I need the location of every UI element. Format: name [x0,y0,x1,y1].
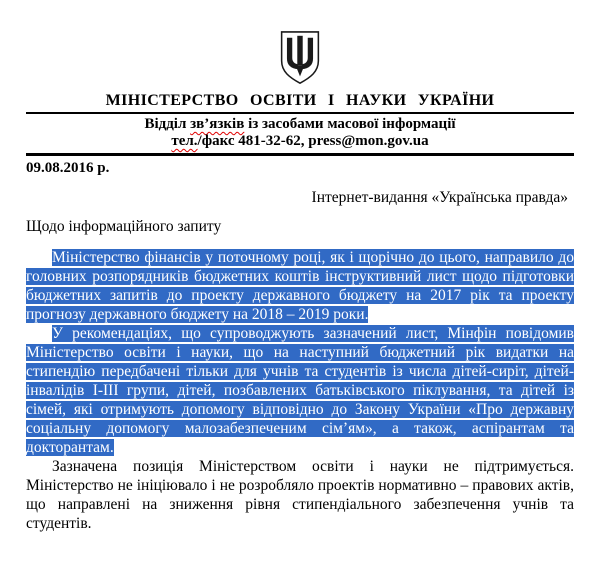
recipient-line: Інтернет-видання «Українська правда» [311,189,568,206]
subject-line: Щодо інформаційного запиту [26,218,222,235]
body-paragraph-2 [26,324,574,457]
body-paragraph-1 [26,248,574,324]
department-line [26,116,574,133]
header-rule-bottom [26,153,574,156]
department-suffix: із засобами масової інформації [244,116,456,132]
selected-text-paragraph-2: У рекомендаціях, що супроводжують зазначений лист, Мінфін повідомив Міністерство освіти і науки, що на наступний бюджетний рік видатки на стипендію передбачені тільки для учнів та студентів із числа дітей-сиріт, дітей-інвалідів І-ІІІ групи, дітей, позбавлених батьківського піклування, та дітей із сімей, які отримують допомогу відповідно до Закону України «Про державну соціальну допомогу малозабезпеченим сім’ям», а також, аспірантам та докторантам. [26,325,574,456]
ministry-title: МІНІСТЕРСТВО ОСВІТИ І НАУКИ УКРАЇНИ [105,92,495,109]
emblem-container [26,28,574,90]
header-rule-top [26,112,574,114]
letter-date: 09.08.2016 р. [26,160,110,176]
contact-rest: /факс 481-32-62, press@mon.gov.ua [197,133,429,149]
ukraine-trident-icon [271,28,329,90]
selected-text-paragraph-1: Міністерство фінансів у поточному році, як і щорічно до цього, направило до головних розпорядників бюджетних коштів інструктивний лист щодо підготовки бюджетних запитів до проекту державного бюджету на 2017 рік та проекту прогнозу державного бюджету на 2018 – 2019 роки. [26,249,574,323]
contact-misspelled-word: тел. [171,133,198,149]
department-misspelled-word: зв’язків [190,116,245,132]
paragraph-3-text: Зазначена позиція Міністерством освіти і науки не підтримується. Міністерство не ініціювало і не розробляло проектів нормативно – правових актів, що направлені на зниження рівня стипендіального забезпечення учнів та студентів. [26,458,574,532]
body-paragraph-3 [26,457,574,533]
contact-line [26,133,574,150]
department-prefix: Відділ [144,116,191,132]
